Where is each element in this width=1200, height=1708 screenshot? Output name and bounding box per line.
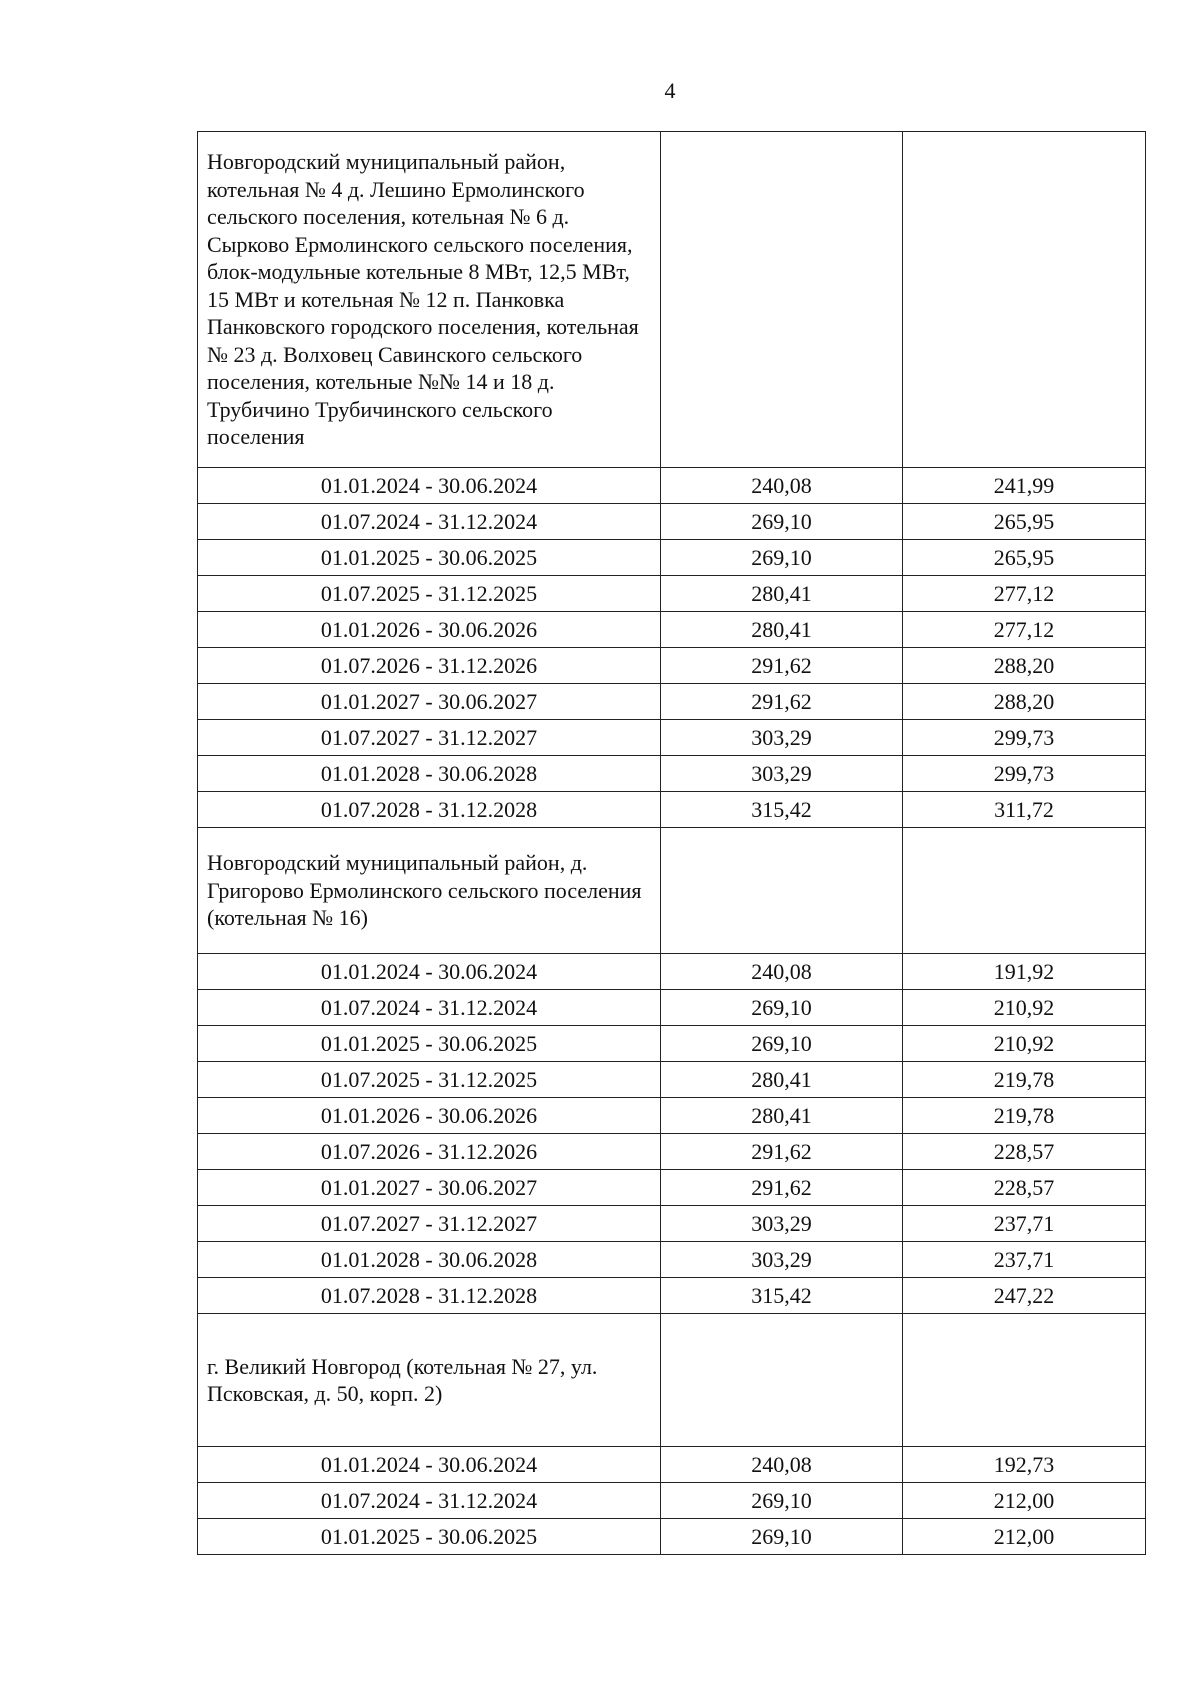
period-cell: 01.07.2028 - 31.12.2028 — [198, 1278, 661, 1314]
period-cell: 01.07.2025 - 31.12.2025 — [198, 1062, 661, 1098]
table-row — [198, 1170, 1146, 1206]
period-cell: 01.01.2028 - 30.06.2028 — [198, 756, 661, 792]
value-cell-1: 291,62 — [661, 1170, 903, 1206]
value-cell-1: 291,62 — [661, 648, 903, 684]
period-cell: 01.01.2025 - 30.06.2025 — [198, 1026, 661, 1062]
value-cell-1: 303,29 — [661, 1242, 903, 1278]
value-cell-2: 192,73 — [903, 1447, 1146, 1483]
value-cell-1: 315,42 — [661, 792, 903, 828]
value-cell-2: 311,72 — [903, 792, 1146, 828]
empty-cell — [903, 132, 1146, 468]
table-row — [198, 468, 1146, 504]
value-cell-1: 240,08 — [661, 1447, 903, 1483]
table-row — [198, 1134, 1146, 1170]
period-cell: 01.07.2024 - 31.12.2024 — [198, 990, 661, 1026]
period-cell: 01.07.2024 - 31.12.2024 — [198, 504, 661, 540]
value-cell-2: 212,00 — [903, 1483, 1146, 1519]
period-cell: 01.07.2027 - 31.12.2027 — [198, 1206, 661, 1242]
table-row — [198, 1278, 1146, 1314]
table-row — [198, 1483, 1146, 1519]
period-cell: 01.01.2024 - 30.06.2024 — [198, 1447, 661, 1483]
group-title: Новгородский муниципальный район, котельная № 4 д. Лешино Ермолинского сельского поселения, котельная № 6 д. Сырково Ермолинского сельского поселения, блок-модульные котельные 8 МВт, 12,5 МВт, 15 МВт и котельная № 12 п. Панковка Панковского городского поселения, котельная № 23 д. Волховец Савинского сельского поселения, котельные №№ 14 и 18 д. Трубичино Трубичинского сельского поселения — [198, 132, 661, 468]
empty-cell — [661, 1314, 903, 1447]
table-row — [198, 1062, 1146, 1098]
period-cell: 01.01.2024 - 30.06.2024 — [198, 954, 661, 990]
period-cell: 01.01.2027 - 30.06.2027 — [198, 1170, 661, 1206]
value-cell-2: 277,12 — [903, 612, 1146, 648]
value-cell-2: 219,78 — [903, 1098, 1146, 1134]
value-cell-2: 212,00 — [903, 1519, 1146, 1555]
empty-cell — [661, 132, 903, 468]
table-row — [198, 720, 1146, 756]
table-row — [198, 1242, 1146, 1278]
period-cell: 01.01.2028 - 30.06.2028 — [198, 1242, 661, 1278]
page-number: 4 — [664, 78, 676, 103]
period-cell: 01.01.2026 - 30.06.2026 — [198, 1098, 661, 1134]
value-cell-2: 288,20 — [903, 648, 1146, 684]
table-row — [198, 1519, 1146, 1555]
table-row — [198, 576, 1146, 612]
value-cell-2: 237,71 — [903, 1206, 1146, 1242]
table-row — [198, 1098, 1146, 1134]
value-cell-2: 210,92 — [903, 1026, 1146, 1062]
empty-cell — [903, 828, 1146, 954]
period-cell: 01.07.2025 - 31.12.2025 — [198, 576, 661, 612]
group-title: Новгородский муниципальный район, д. Григорово Ермолинского сельского поселения (котельная № 16) — [198, 828, 661, 954]
tariff-table-body — [198, 132, 1146, 1555]
value-cell-2: 228,57 — [903, 1134, 1146, 1170]
table-row — [198, 792, 1146, 828]
empty-cell — [661, 828, 903, 954]
value-cell-1: 291,62 — [661, 684, 903, 720]
table-row — [198, 684, 1146, 720]
value-cell-1: 303,29 — [661, 1206, 903, 1242]
value-cell-2: 299,73 — [903, 720, 1146, 756]
period-cell: 01.01.2027 - 30.06.2027 — [198, 684, 661, 720]
value-cell-2: 265,95 — [903, 504, 1146, 540]
table-row — [198, 1026, 1146, 1062]
value-cell-2: 241,99 — [903, 468, 1146, 504]
value-cell-2: 219,78 — [903, 1062, 1146, 1098]
value-cell-2: 265,95 — [903, 540, 1146, 576]
period-cell: 01.07.2027 - 31.12.2027 — [198, 720, 661, 756]
group-header-row — [198, 132, 1146, 468]
group-header-row — [198, 828, 1146, 954]
value-cell-2: 210,92 — [903, 990, 1146, 1026]
value-cell-2: 228,57 — [903, 1170, 1146, 1206]
period-cell: 01.01.2025 - 30.06.2025 — [198, 540, 661, 576]
value-cell-1: 269,10 — [661, 540, 903, 576]
value-cell-2: 247,22 — [903, 1278, 1146, 1314]
value-cell-1: 269,10 — [661, 504, 903, 540]
period-cell: 01.07.2026 - 31.12.2026 — [198, 648, 661, 684]
value-cell-2: 299,73 — [903, 756, 1146, 792]
tariff-table — [197, 131, 1146, 1555]
period-cell: 01.01.2024 - 30.06.2024 — [198, 468, 661, 504]
value-cell-1: 269,10 — [661, 990, 903, 1026]
table-row — [198, 504, 1146, 540]
table-row — [198, 990, 1146, 1026]
table-row — [198, 540, 1146, 576]
value-cell-1: 240,08 — [661, 468, 903, 504]
table-row — [198, 954, 1146, 990]
value-cell-2: 191,92 — [903, 954, 1146, 990]
value-cell-1: 303,29 — [661, 720, 903, 756]
value-cell-1: 269,10 — [661, 1483, 903, 1519]
period-cell: 01.07.2024 - 31.12.2024 — [198, 1483, 661, 1519]
table-row — [198, 1206, 1146, 1242]
period-cell: 01.07.2026 - 31.12.2026 — [198, 1134, 661, 1170]
empty-cell — [903, 1314, 1146, 1447]
table-row — [198, 756, 1146, 792]
group-header-row — [198, 1314, 1146, 1447]
value-cell-1: 280,41 — [661, 612, 903, 648]
value-cell-2: 277,12 — [903, 576, 1146, 612]
value-cell-2: 237,71 — [903, 1242, 1146, 1278]
value-cell-1: 240,08 — [661, 954, 903, 990]
period-cell: 01.07.2028 - 31.12.2028 — [198, 792, 661, 828]
value-cell-1: 269,10 — [661, 1026, 903, 1062]
value-cell-1: 280,41 — [661, 576, 903, 612]
table-row — [198, 612, 1146, 648]
period-cell: 01.01.2026 - 30.06.2026 — [198, 612, 661, 648]
table-row — [198, 1447, 1146, 1483]
table-row — [198, 648, 1146, 684]
value-cell-1: 280,41 — [661, 1062, 903, 1098]
value-cell-1: 315,42 — [661, 1278, 903, 1314]
value-cell-1: 280,41 — [661, 1098, 903, 1134]
period-cell: 01.01.2025 - 30.06.2025 — [198, 1519, 661, 1555]
value-cell-1: 303,29 — [661, 756, 903, 792]
value-cell-1: 291,62 — [661, 1134, 903, 1170]
value-cell-1: 269,10 — [661, 1519, 903, 1555]
group-title: г. Великий Новгород (котельная № 27, ул. Псковская, д. 50, корп. 2) — [198, 1314, 661, 1447]
value-cell-2: 288,20 — [903, 684, 1146, 720]
